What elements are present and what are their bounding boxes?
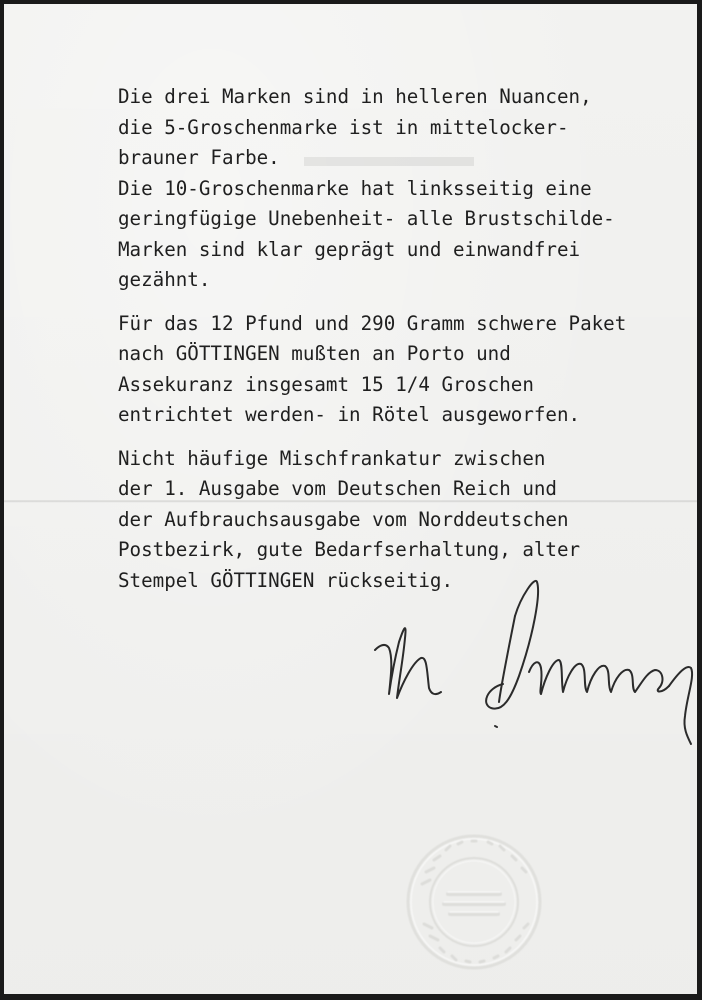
text-line: Assekuranz insgesamt 15 1/4 Groschen [118, 372, 534, 396]
text-line: Die 10-Groschenmarke hat linksseitig eine [118, 176, 592, 200]
text-line: der Aufbrauchsausgabe vom Norddeutschen [118, 507, 569, 531]
text-line: Für das 12 Pfund und 290 Gramm schwere Paket [118, 311, 627, 335]
paragraph-postage-details [118, 309, 678, 431]
paragraph-stamp-description [118, 82, 678, 296]
text-line: Postbezirk, gute Bedarfserhaltung, alter [118, 538, 581, 561]
text-line: geringfügige Unebenheit- alle Brustschilde- [118, 207, 615, 230]
text-line: Marken sind klar geprägt und einwandfrei [118, 237, 581, 261]
letter-page [4, 4, 697, 994]
text-line: Stempel GÖTTINGEN rückseitig. [118, 568, 454, 592]
handwritten-signature [369, 576, 697, 746]
paragraph-assessment [118, 444, 678, 597]
embossed-seal [404, 832, 544, 972]
text-line: der 1. Ausgabe vom Deutschen Reich und [118, 477, 557, 500]
text-line: Nicht häufige Mischfrankatur zwischen [118, 446, 546, 470]
text-line: nach GÖTTINGEN mußten an Porto und [118, 342, 511, 365]
text-line: brauner Farbe. [118, 146, 280, 169]
text-line: entrichtet werden- in Rötel ausgeworfen. [118, 403, 581, 426]
letter-body [118, 82, 678, 609]
text-line: Die drei Marken sind in helleren Nuancen, [118, 85, 592, 108]
text-line: gezähnt. [118, 268, 211, 291]
text-line: die 5-Groschenmarke ist in mittelocker- [118, 115, 569, 139]
